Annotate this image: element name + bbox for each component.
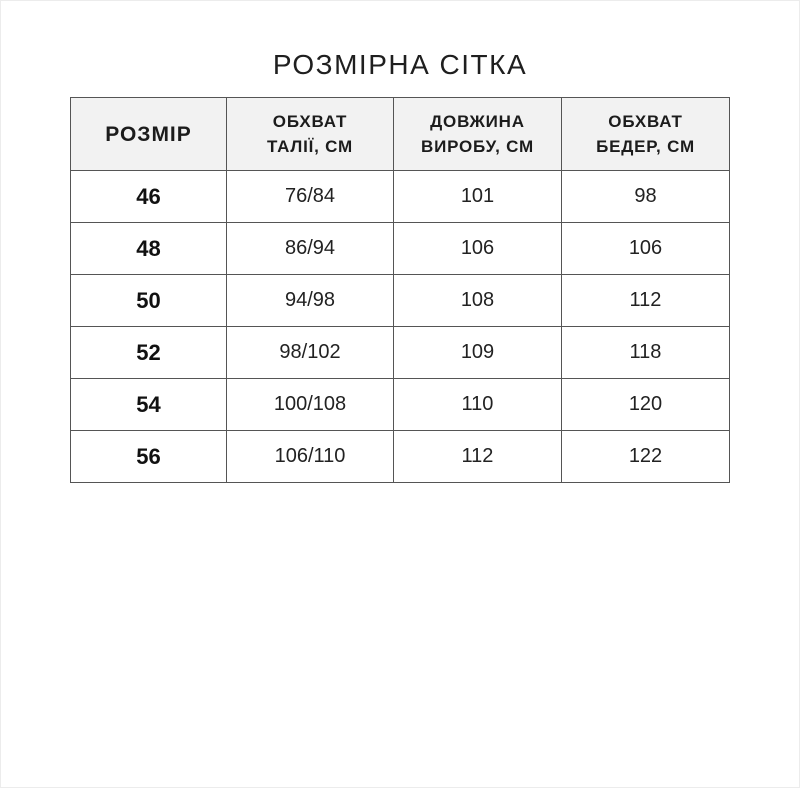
header-length-line2: ВИРОБУ, СМ [421,137,534,156]
hips-cell: 120 [562,379,730,431]
waist-cell: 100/108 [227,379,394,431]
header-waist-line1: ОБХВАТ [272,112,348,131]
size-cell: 48 [71,223,227,275]
hips-cell: 98 [562,171,730,223]
waist-cell: 106/110 [227,431,394,483]
header-hips-line1: ОБХВАТ [608,112,683,131]
waist-cell: 94/98 [227,275,394,327]
hips-cell: 106 [562,223,730,275]
header-hips-line2: БЕДЕР, СМ [596,137,695,156]
header-waist [227,98,394,171]
size-cell: 56 [71,431,227,483]
hips-cell: 122 [562,431,730,483]
hips-cell: 118 [562,327,730,379]
size-cell: 52 [71,327,227,379]
waist-cell: 86/94 [227,223,394,275]
size-cell: 54 [71,379,227,431]
size-cell: 50 [71,275,227,327]
header-size-label: РОЗМІР [105,122,192,146]
header-waist-line2: ТАЛІЇ, СМ [267,137,353,156]
waist-cell: 76/84 [227,171,394,223]
length-cell: 108 [394,275,562,327]
length-cell: 101 [394,171,562,223]
header-size [71,98,227,171]
size-cell: 46 [71,171,227,223]
hips-cell: 112 [562,275,730,327]
header-hips [562,98,730,171]
table-header-row [71,98,730,171]
length-cell: 110 [394,379,562,431]
table-row [71,379,730,431]
size-chart-table [70,97,730,483]
page-title: РОЗМІРНА СІТКА [272,48,528,80]
table-row [71,327,730,379]
length-cell: 106 [394,223,562,275]
table-row [71,431,730,483]
length-cell: 112 [394,431,562,483]
table-row [71,171,730,223]
length-cell: 109 [394,327,562,379]
waist-cell: 98/102 [227,327,394,379]
header-length [394,98,562,171]
header-length-line1: ДОВЖИНА [430,112,525,131]
table-row [71,275,730,327]
table-row [71,223,730,275]
